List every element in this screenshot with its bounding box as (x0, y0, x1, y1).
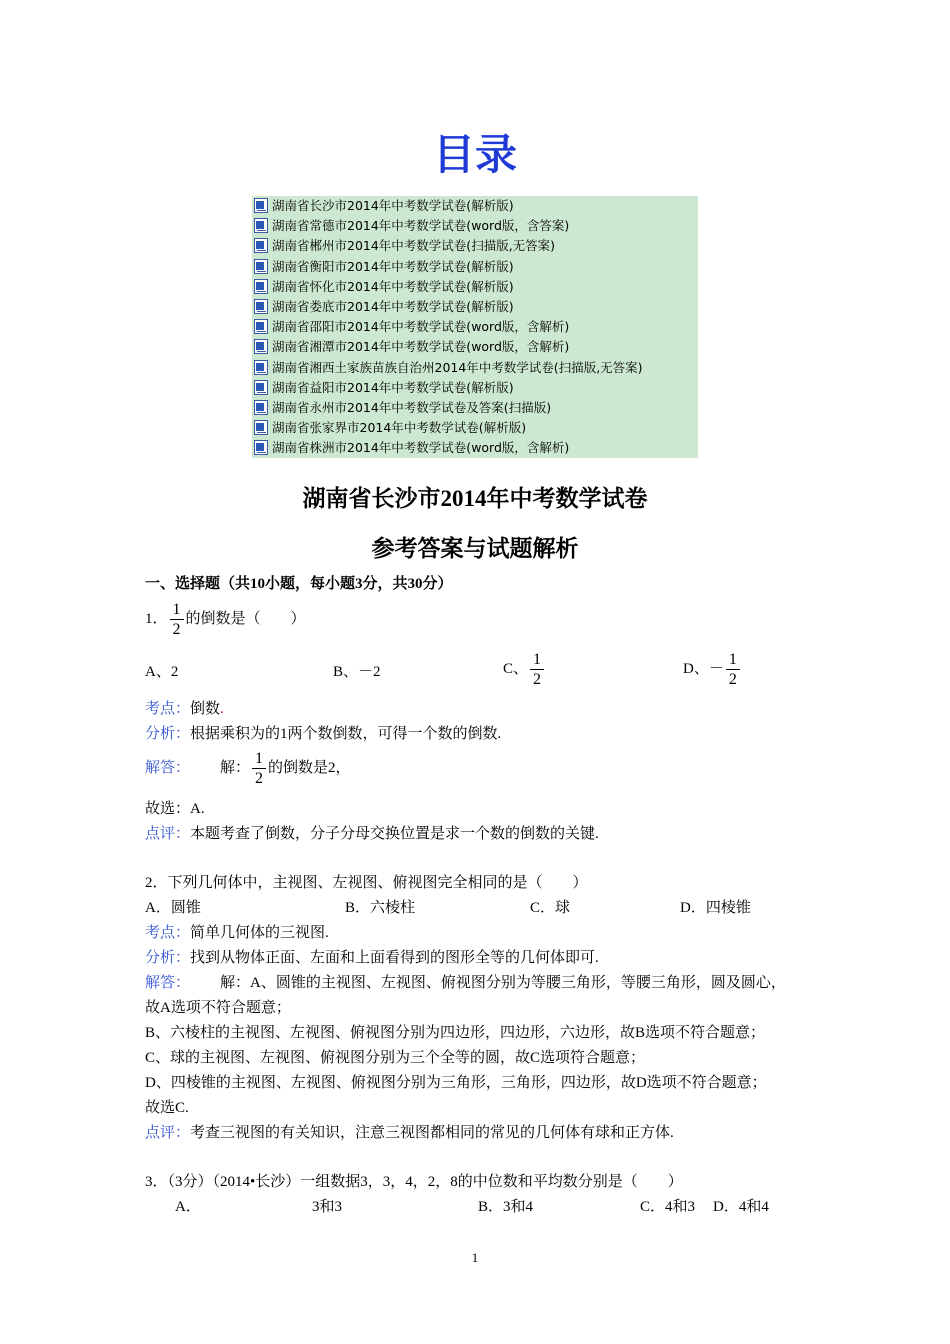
toc-item-label: 湖南省衡阳市2014年中考数学试卷(解析版) (272, 258, 514, 274)
q1-option-d-fraction (726, 650, 740, 689)
toc-item[interactable] (252, 257, 514, 277)
fenxi-label: 分析： (145, 950, 191, 966)
toc-item-label: 湖南省长沙市2014年中考数学试卷(解析版) (272, 198, 514, 213)
q3-option-a-value: 3和3 (312, 1199, 343, 1215)
fraction-denominator: 2 (172, 621, 181, 639)
toc-item[interactable] (252, 398, 551, 418)
toc-item-label: 湖南省常德市2014年中考数学试卷(word版，含答案) (272, 218, 570, 234)
q3-option-c: C．4和3 (640, 1199, 696, 1215)
toc-item-label: 湖南省永州市2014年中考数学试卷及答案(扫描版) (272, 400, 552, 415)
q1-fraction (170, 600, 184, 639)
q1-option-b: B、－2 (333, 664, 381, 680)
section-heading: 一、选择题（共10小题，每小题3分，共30分） (145, 576, 453, 592)
word-document-icon (254, 360, 268, 375)
word-document-icon (254, 420, 268, 435)
toc-file-list (252, 196, 698, 458)
toc-item-label: 湖南省湘潭市2014年中考数学试卷(word版，含解析) (272, 339, 570, 355)
q3-stem: 3．（3分）（2014•长沙）一组数据3，3，4，2，8的中位数和平均数分别是（ ） (145, 1174, 683, 1190)
q1-fenxi (145, 722, 501, 743)
fraction-numerator: 1 (252, 749, 266, 769)
q1-jieda (145, 746, 351, 790)
q2-option-c: C．球 (530, 900, 571, 916)
toc-item-label: 湖南省郴州市2014年中考数学试卷(扫描版,无答案) (272, 238, 556, 254)
toc-item-label: 湖南省怀化市2014年中考数学试卷(解析版) (272, 278, 514, 294)
kaodian-label: 考点： (145, 701, 191, 717)
q1-option-c (503, 647, 546, 691)
toc-item[interactable] (252, 196, 514, 216)
q1-option-c-label: C、 (503, 661, 529, 677)
q2-kaodian (145, 921, 329, 942)
word-document-icon (254, 259, 268, 274)
q2-fenxi (145, 946, 599, 967)
q1-option-d (683, 647, 742, 691)
toc-item-label: 湖南省娄底市2014年中考数学试卷(解析版) (272, 299, 514, 314)
q1-option-c-fraction (530, 650, 544, 689)
toc-item-label: 湖南省张家界市2014年中考数学试卷(解析版) (272, 420, 527, 436)
q2-jieda-line-4: C、球的主视图、左视图、俯视图分别为三个全等的圆，故C选项符合题意； (145, 1050, 646, 1066)
word-document-icon (254, 279, 268, 294)
word-document-icon (254, 198, 268, 213)
q2-dianping (145, 1121, 674, 1142)
toc-item[interactable] (252, 317, 569, 337)
word-document-icon (254, 339, 268, 354)
toc-item[interactable] (252, 337, 569, 357)
toc-item[interactable] (252, 216, 569, 236)
q1-kaodian (145, 697, 224, 718)
q3-option-a: A． (175, 1199, 201, 1215)
toc-item[interactable] (252, 358, 643, 378)
jieda-label: 解答： (145, 760, 191, 776)
toc-item[interactable] (252, 236, 555, 256)
word-document-icon (254, 299, 268, 314)
q2-option-b: B．六棱柱 (345, 900, 416, 916)
word-document-icon (254, 400, 268, 415)
fraction-numerator: 1 (530, 650, 544, 670)
fenxi-label: 分析： (145, 726, 191, 742)
word-document-icon (254, 218, 268, 233)
toc-item[interactable] (252, 418, 526, 438)
q2-jieda-line-2: 故A选项不符合题意； (145, 1000, 291, 1016)
q1-number: 1． (145, 611, 168, 627)
fenxi-text: 找到从物体正面、左面和上面看得到的图形全等的几何体即可. (190, 950, 599, 966)
page-number: 1 (471, 1250, 479, 1265)
toc-item[interactable] (252, 378, 514, 398)
jieda-text: 解：A、圆锥的主视图、左视图、俯视图分别为等腰三角形，等腰三角形，圆及圆心， (220, 975, 786, 991)
q2-stem: 2．下列几何体中，主视图、左视图、俯视图完全相同的是（ ） (145, 875, 588, 891)
fenxi-text: 根据乘积为的1两个数倒数，可得一个数的倒数. (190, 726, 502, 742)
exam-title: 湖南省长沙市2014年中考数学试卷 (302, 486, 648, 511)
kaodian-text: 倒数 (190, 701, 221, 717)
word-document-icon (254, 440, 268, 455)
toc-item[interactable] (252, 277, 514, 297)
toc-item-label: 湖南省湘西土家族苗族自治州2014年中考数学试卷(扫描版,无答案) (272, 359, 643, 375)
q2-jieda-line-1 (145, 971, 786, 992)
kaodian-dot: . (220, 701, 224, 717)
word-document-icon (254, 319, 268, 334)
q1-option-d-label: D、－ (683, 661, 724, 677)
q3-option-d: D．4和4 (713, 1199, 769, 1215)
jieda-label: 解答： (145, 975, 191, 991)
kaodian-label: 考点： (145, 925, 191, 941)
dianping-text: 本题考查了倒数，分子分母交换位置是求一个数的倒数的关键. (190, 826, 599, 842)
fraction-denominator: 2 (533, 671, 542, 689)
toc-item-label: 湖南省邵阳市2014年中考数学试卷(word版，含解析) (272, 319, 570, 335)
q2-option-a: A．圆锥 (145, 900, 201, 916)
dianping-label: 点评： (145, 826, 191, 842)
dianping-label: 点评： (145, 1125, 191, 1141)
word-document-icon (254, 238, 268, 253)
fraction-denominator: 2 (255, 770, 264, 788)
q1-jieda-fraction (252, 749, 266, 788)
jieda-text: 的倒数是2， (268, 760, 351, 776)
kaodian-text: 简单几何体的三视图. (190, 925, 329, 941)
q2-jieda-line-5: D、四棱锥的主视图、左视图、俯视图分别为三角形，三角形，四边形，故D选项不符合题意； (145, 1075, 767, 1091)
q2-option-d: D．四棱锥 (680, 900, 751, 916)
q1-stem-text: 的倒数是（ ） (185, 611, 306, 627)
toc-item-label: 湖南省株洲市2014年中考数学试卷(word版，含解析) (272, 440, 570, 456)
exam-subtitle: 参考答案与试题解析 (371, 536, 579, 561)
q2-jieda-line-3: B、六棱柱的主视图、左视图、俯视图分别为四边形，四边形，六边形，故B选项不符合题意； (145, 1025, 766, 1041)
fraction-numerator: 1 (726, 650, 740, 670)
toc-item-label: 湖南省益阳市2014年中考数学试卷(解析版) (272, 379, 514, 395)
q1-dianping (145, 822, 599, 843)
jieda-prefix: 解： (220, 760, 251, 776)
q3-option-b: B．3和4 (478, 1199, 534, 1215)
q1-stem (145, 597, 306, 641)
q1-answer: 故选：A. (145, 801, 205, 817)
dianping-text: 考查三视图的有关知识，注意三视图都相同的常见的几何体有球和正方体. (190, 1125, 674, 1141)
toc-item[interactable] (252, 438, 569, 458)
toc-item[interactable] (252, 297, 514, 317)
fraction-numerator: 1 (170, 600, 184, 620)
word-document-icon (254, 380, 268, 395)
toc-title: 目录 (432, 130, 517, 179)
q1-option-a: A、2 (145, 664, 179, 680)
fraction-denominator: 2 (728, 671, 737, 689)
q2-answer: 故选C. (145, 1100, 189, 1116)
